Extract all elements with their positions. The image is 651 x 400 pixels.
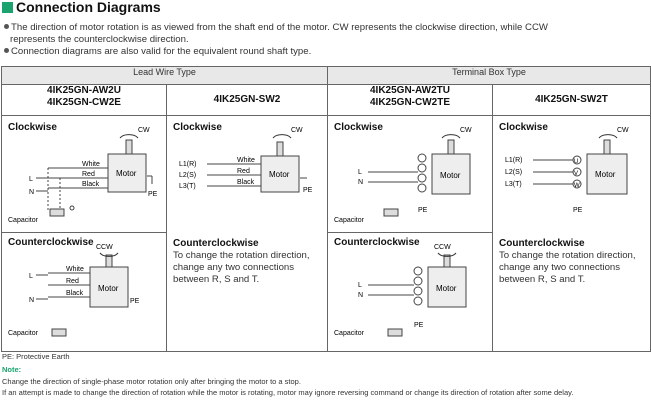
cw-label: CW (138, 127, 150, 134)
motor-label: Motor (595, 170, 616, 179)
ground-icon (70, 206, 74, 210)
header-terminal-box: Terminal Box Type (328, 67, 651, 85)
model-cell-1 (2, 85, 167, 116)
bullet-dot-icon (4, 24, 9, 29)
motor-label: Motor (436, 284, 457, 293)
label-clockwise: Clockwise (8, 122, 57, 133)
label-counterclockwise: Counterclockwise (8, 237, 94, 248)
wiring-diagram-2 (167, 116, 327, 232)
bullet-2-text: Connection diagrams are also valid for the equivalent round shaft type. (11, 46, 312, 57)
model-cell-2: 4IK25GN-SW2 (167, 85, 328, 116)
l3-label: L3(T) (505, 181, 522, 188)
cw-label: CW (460, 127, 472, 134)
header-lead-wire: Lead Wire Type (2, 67, 328, 85)
l1-label: L1(R) (179, 161, 197, 168)
footer-pe: PE: Protective Earth (2, 352, 70, 361)
wiring-diagram-1 (2, 116, 166, 232)
capacitor-icon (52, 329, 66, 336)
bullet-2 (4, 46, 311, 57)
capacitor-label: Capacitor (8, 217, 38, 224)
diagram-2 (167, 116, 328, 352)
motor-label: Motor (116, 169, 137, 178)
pe-label: PE (418, 207, 428, 214)
motor-shaft (277, 142, 283, 156)
terminal-icon (418, 174, 426, 182)
cw-arrow-icon (120, 135, 138, 138)
bullet-dot-icon (4, 48, 9, 53)
section-title (2, 0, 161, 14)
footer-note-1: Change the direction of single-phase motor rotation only after bringing the motor to a stop. (2, 377, 301, 386)
w-label: W (574, 183, 580, 189)
cw-label: CW (291, 127, 303, 134)
motor-label: Motor (98, 284, 119, 293)
wiring-diagram-3 (328, 116, 492, 232)
label-counterclockwise: Counterclockwise (334, 237, 420, 248)
title-marker-icon (2, 2, 13, 13)
white-label: White (237, 157, 255, 164)
n-label: N (358, 292, 364, 299)
red-label: Red (66, 278, 79, 285)
l2-label: L2(S) (179, 172, 197, 179)
black-label: Black (237, 179, 255, 186)
ccw-note-line: To change the rotation direction, (499, 250, 636, 261)
l3-label: L3(T) (179, 183, 196, 190)
red-label: Red (82, 171, 95, 178)
n-label: N (29, 297, 35, 304)
title-text: Connection Diagrams (16, 0, 161, 15)
diagram-1-ccw (2, 233, 167, 352)
diagram-4 (493, 116, 651, 352)
motor-label: Motor (269, 170, 290, 179)
motor-label: Motor (440, 171, 461, 180)
label-counterclockwise: Counterclockwise (499, 238, 585, 249)
label-clockwise: Clockwise (334, 122, 383, 133)
label-clockwise: Clockwise (499, 122, 548, 133)
diagram-1-cw (2, 116, 167, 233)
l-label: L (358, 169, 362, 176)
footer-note-label: Note: (2, 365, 22, 374)
capacitor-label: Capacitor (334, 217, 364, 224)
bullet-1-text: The direction of motor rotation is as viewed from the shaft end of the motor. CW represents the clockwise direction, while CCW (11, 22, 548, 33)
motor-shaft (604, 140, 610, 154)
model-name: 4IK25GN-CW2TE (369, 97, 450, 108)
capacitor-icon (384, 209, 398, 216)
motor-shaft (448, 140, 454, 154)
ccw-label: CCW (96, 244, 113, 251)
capacitor-label: Capacitor (8, 330, 38, 337)
motor-shaft (126, 140, 132, 154)
diagram-3-cw (328, 116, 493, 233)
cw-arrow-icon (442, 135, 460, 138)
ccw-note-line: To change the rotation direction, (173, 250, 310, 261)
wiring-diagram-4 (493, 116, 651, 232)
pe-label: PE (303, 187, 313, 194)
terminal-icon (414, 267, 422, 275)
pe-label: PE (130, 298, 140, 305)
wiring-diagram-1-ccw (2, 233, 166, 351)
pe-label: PE (148, 191, 158, 198)
white-label: White (82, 161, 100, 168)
cw-arrow-icon (599, 135, 617, 138)
l2-label: L2(S) (505, 169, 523, 176)
diagram-3-ccw (328, 233, 493, 352)
n-label: N (358, 179, 364, 186)
model-name: 4IK25GN-CW2E (47, 97, 121, 108)
n-label: N (29, 189, 35, 196)
pe-label: PE (573, 207, 583, 214)
model-name: 4IK25GN-AW2U (47, 85, 121, 96)
l-label: L (358, 282, 362, 289)
red-label: Red (237, 168, 250, 175)
capacitor-label: Capacitor (334, 330, 364, 337)
black-label: Black (82, 181, 100, 188)
model-name: 4IK25GN-AW2TU (369, 85, 450, 96)
label-counterclockwise: Counterclockwise (173, 238, 259, 249)
l-label: L (29, 273, 33, 280)
ccw-note-line: change any two connections (499, 262, 621, 273)
terminal-icon (414, 287, 422, 295)
u-label: U (574, 159, 579, 165)
footer-note-2: If an attempt is made to change the direction of rotation while the motor is rotating, motor may ignore reversing command or change its direction of rotation after some delay. (2, 388, 574, 397)
cw-arrow-icon (273, 135, 291, 138)
capacitor-icon (388, 329, 402, 336)
terminal-icon (414, 277, 422, 285)
l-label: L (29, 176, 33, 183)
capacitor-icon (50, 209, 64, 216)
ccw-note-line: change any two connections (173, 262, 295, 273)
terminal-icon (418, 154, 426, 162)
model-cell-4: 4IK25GN-SW2T (493, 85, 651, 116)
l1-label: L1(R) (505, 157, 523, 164)
terminal-icon (414, 297, 422, 305)
model-cell-3 (328, 85, 493, 116)
ccw-note-line: between R, S and T. (173, 274, 260, 285)
terminal-icon (418, 164, 426, 172)
v-label: V (574, 171, 579, 177)
wiring-diagram-3-ccw (328, 233, 492, 351)
terminal-icon (418, 184, 426, 192)
ccw-label: CCW (434, 244, 451, 251)
pe-label: PE (414, 322, 424, 329)
ccw-note (173, 250, 310, 286)
bullet-1 (4, 22, 548, 33)
black-label: Black (66, 290, 84, 297)
connection-table (1, 66, 651, 352)
label-clockwise: Clockwise (173, 122, 222, 133)
bullet-1-cont: represents the counterclockwise direction. (10, 34, 189, 45)
ccw-note-line: between R, S and T. (499, 274, 586, 285)
cw-label: CW (617, 127, 629, 134)
ccw-note (499, 250, 636, 286)
white-label: White (66, 266, 84, 273)
